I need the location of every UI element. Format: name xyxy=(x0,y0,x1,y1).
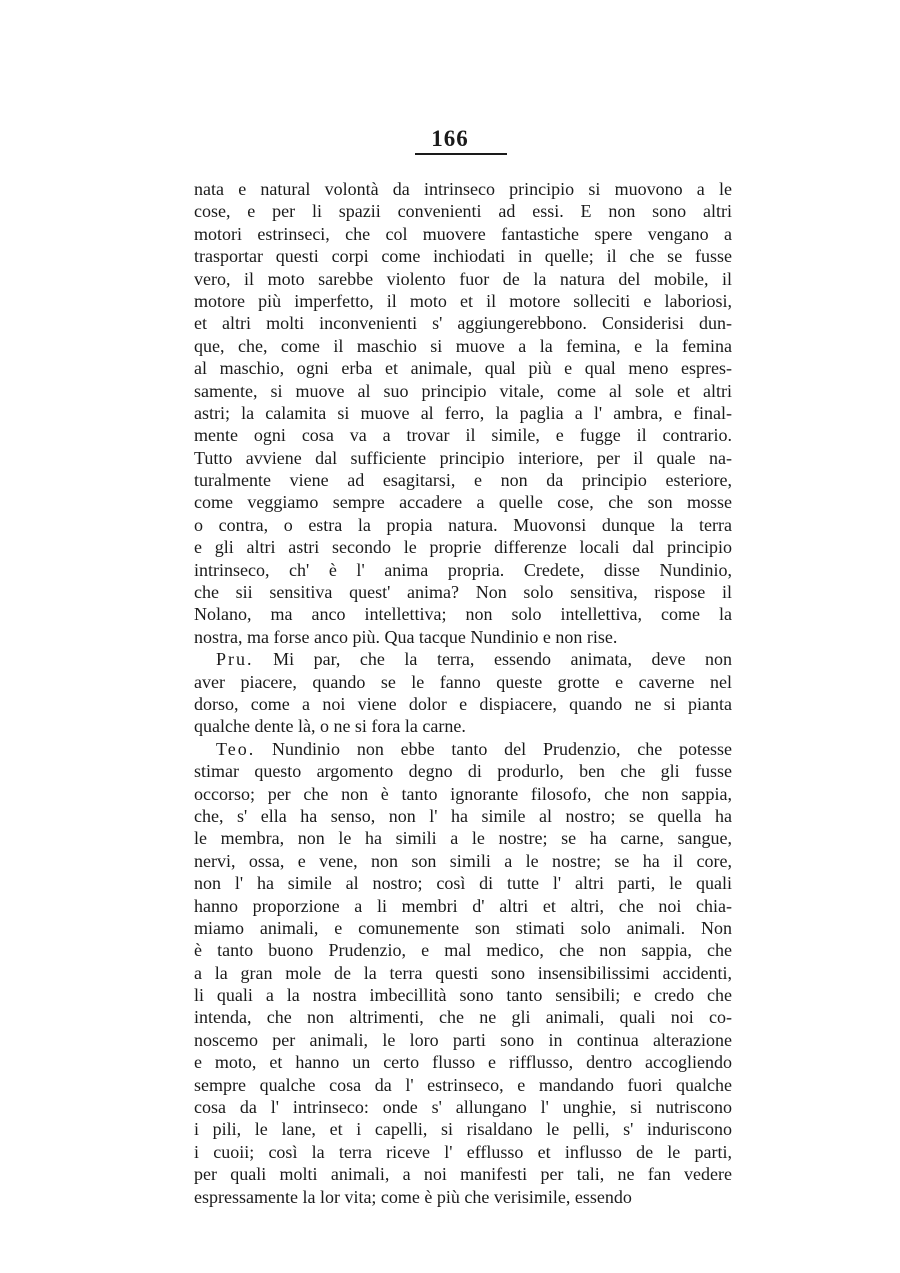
text-line xyxy=(194,245,732,267)
line-text: come veggiamo sempre accadere a quelle cose, che son mosse xyxy=(194,492,732,513)
text-line xyxy=(194,536,732,558)
text-line xyxy=(194,424,732,446)
text-line xyxy=(194,984,732,1006)
line-text: astri; la calamita si muove al ferro, la paglia a l' ambra, e final- xyxy=(194,402,732,423)
text-line xyxy=(194,335,732,357)
text-line xyxy=(194,559,732,581)
text-line xyxy=(194,671,732,693)
text-line xyxy=(194,357,732,379)
line-text: que, che, come il maschio si muove a la femina, e la femina xyxy=(194,335,732,356)
line-text: cosa da l' intrinseco: onde s' allungano l' unghie, si nutriscono xyxy=(194,1097,732,1118)
text-line xyxy=(194,1141,732,1163)
line-text: et altri molti inconvenienti s' aggiungerebbono. Considerisi dun- xyxy=(194,313,732,334)
text-line xyxy=(194,850,732,872)
line-text: Mi par, che la terra, essendo animata, deve non xyxy=(273,649,732,670)
line-text: sempre qualche cosa da l' estrinseco, e mandando fuori qualche xyxy=(194,1074,732,1095)
line-text: nervi, ossa, e vene, non son simili a le nostre; se ha il core, xyxy=(194,850,732,871)
line-text: stimar questo argomento degno di produrlo, ben che gli fusse xyxy=(194,761,732,782)
text-line xyxy=(194,872,732,894)
text-line xyxy=(194,895,732,917)
text-line xyxy=(194,447,732,469)
text-line xyxy=(194,514,732,536)
line-text: noscemo per animali, le loro parti sono in continua alterazione xyxy=(194,1029,732,1050)
line-text: e moto, et hanno un certo flusso e rifflusso, dentro accogliendo xyxy=(194,1052,732,1073)
text-line xyxy=(194,469,732,491)
text-line xyxy=(194,1163,732,1185)
text-line xyxy=(194,200,732,222)
text-line xyxy=(194,290,732,312)
line-text: motore più imperfetto, il moto et il motore solleciti e laboriosi, xyxy=(194,290,732,311)
line-text: turalmente viene ad esagitarsi, e non da principio esteriore, xyxy=(194,470,732,491)
paragraph xyxy=(194,648,732,738)
line-text: cose, e per li spazii convenienti ad essi. E non sono altri xyxy=(194,201,732,222)
text-line xyxy=(194,1051,732,1073)
line-text: o contra, o estra la propia natura. Muovonsi dunque la terra xyxy=(194,514,732,535)
line-text: che sii sensitiva quest' anima? Non solo sensitiva, rispose il xyxy=(194,582,732,603)
line-text: vero, il moto sarebbe violento fuor de la natura del mobile, il xyxy=(194,268,732,289)
line-text: motori estrinseci, che col muovere fantastiche spere vengano a xyxy=(194,223,732,244)
line-text: Nolano, ma anco intellettiva; non solo intellettiva, come la xyxy=(194,604,732,625)
line-text: che, s' ella ha senso, non l' ha simile al nostro; se quella ha xyxy=(194,805,732,826)
paragraph xyxy=(194,178,732,648)
line-text: li quali a la nostra imbecillità sono tanto sensibili; e credo che xyxy=(194,985,732,1006)
line-text: occorso; per che non è tanto ignorante filosofo, che non sappia, xyxy=(194,783,732,804)
text-line xyxy=(194,939,732,961)
line-text: nostra, ma forse anco più. Qua tacque Nundinio e non rise. xyxy=(194,626,618,647)
line-text: Nundinio non ebbe tanto del Prudenzio, che potesse xyxy=(272,738,732,759)
text-line xyxy=(194,603,732,625)
line-text: samente, si muove al suo principio vitale, come al sole et altri xyxy=(194,380,732,401)
text-line xyxy=(194,827,732,849)
text-line xyxy=(194,402,732,424)
line-text: i cuoii; così la terra riceve l' efflusso et influsso de le parti, xyxy=(194,1141,732,1162)
text-line xyxy=(194,380,732,402)
line-text: a la gran mole de la terra questi sono insensibilissimi accidenti, xyxy=(194,962,732,983)
body-text xyxy=(194,178,732,1208)
text-line xyxy=(194,962,732,984)
text-line xyxy=(194,715,732,737)
line-text: è tanto buono Prudenzio, e mal medico, che non sappia, che xyxy=(194,940,732,961)
text-line xyxy=(194,1006,732,1028)
paragraph xyxy=(194,738,732,1208)
text-line xyxy=(194,1074,732,1096)
line-text: qualche dente là, o ne si fora la carne. xyxy=(194,716,466,737)
text-line xyxy=(194,626,732,648)
line-text: Tutto avviene dal sufficiente principio interiore, per il quale na- xyxy=(194,447,732,468)
line-text: miamo animali, e comunemente son stimati solo animali. Non xyxy=(194,917,732,938)
speaker-label: Pru. xyxy=(216,649,254,670)
line-text: al maschio, ogni erba et animale, qual più e qual meno espres- xyxy=(194,358,732,379)
header-rule xyxy=(415,153,507,155)
text-line xyxy=(194,805,732,827)
text-line xyxy=(194,491,732,513)
line-text: non l' ha simile al nostro; così di tutte l' altri parti, le quali xyxy=(194,873,732,894)
speaker-label: Teo. xyxy=(216,738,256,759)
line-text: per quali molti animali, a noi manifesti per tali, ne fan vedere xyxy=(194,1164,732,1185)
page-number: 166 xyxy=(431,126,469,151)
line-text: aver piacere, quando se le fanno queste grotte e caverne nel xyxy=(194,671,732,692)
line-text: hanno proporzione a li membri d' altri et altri, che noi chia- xyxy=(194,895,732,916)
line-text: i pili, le lane, et i capelli, si risaldano le pelli, s' induriscono xyxy=(194,1119,732,1140)
text-line xyxy=(194,268,732,290)
line-text: le membra, non le ha simili a le nostre; se ha carne, sangue, xyxy=(194,828,732,849)
text-line xyxy=(194,693,732,715)
text-line xyxy=(194,223,732,245)
text-line xyxy=(194,1029,732,1051)
line-text: dorso, come a noi viene dolor e dispiacere, quando ne si pianta xyxy=(194,693,732,714)
text-line xyxy=(194,738,732,760)
text-line xyxy=(194,648,732,670)
line-text: trasportar questi corpi come inchiodati in quelle; il che se fusse xyxy=(194,246,732,267)
text-line xyxy=(194,1186,732,1208)
text-line xyxy=(194,917,732,939)
line-text: mente ogni cosa va a trovar il simile, e fugge il contrario. xyxy=(194,425,732,446)
text-line xyxy=(194,1096,732,1118)
line-text: intenda, che non altrimenti, che ne gli animali, quali noi co- xyxy=(194,1007,732,1028)
line-text: intrinseco, ch' è l' anima propria. Credete, disse Nundinio, xyxy=(194,559,732,580)
text-line xyxy=(194,312,732,334)
line-text: nata e natural volontà da intrinseco principio si muovono a le xyxy=(194,179,732,199)
text-line xyxy=(194,1118,732,1140)
line-text: espressamente la lor vita; come è più che verisimile, essendo xyxy=(194,1186,632,1207)
line-text: e gli altri astri secondo le proprie differenze locali dal principio xyxy=(194,537,732,558)
text-line xyxy=(194,760,732,782)
text-line xyxy=(194,783,732,805)
text-line xyxy=(194,178,732,200)
text-line xyxy=(194,581,732,603)
